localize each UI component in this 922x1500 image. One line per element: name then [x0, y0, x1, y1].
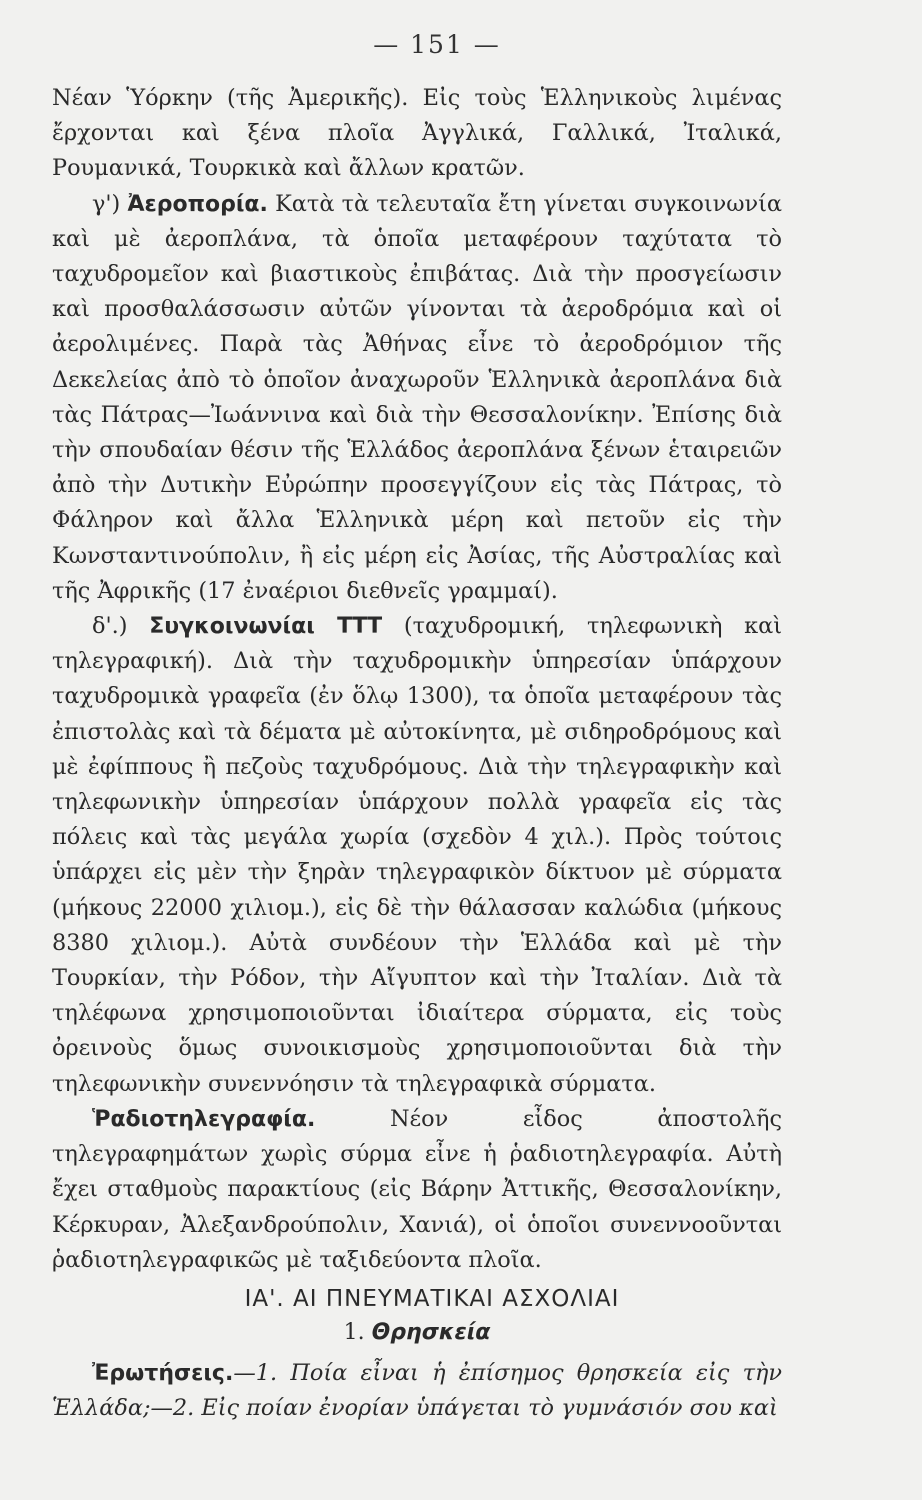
aviation-heading: Ἀεροπορία.	[127, 191, 268, 217]
subsection-number: 1.	[343, 1319, 365, 1345]
paragraph-aviation	[52, 187, 782, 609]
subsection-heading: Θρησκεία	[371, 1319, 491, 1345]
section-title: ΙΑ'. ΑΙ ΠΝΕΥΜΑΤΙΚΑΙ ΑΣΧΟΛΙΑΙ	[244, 1285, 620, 1312]
communications-text: (ταχυδρομική, τηλεφωνικὴ καὶ τηλεγραφική). Διὰ τὴν ταχυδρομικὴν ὑπηρεσίαν ὑπάρχουν ταχυδρομικὰ γραφεῖα (ἐν ὅλῳ 1300), τα ὁποῖα μεταφέρουν τὰς ἐπιστολὰς καὶ τὰ δέματα μὲ αὐτοκίνητα, μὲ σιδηροδρόμους καὶ μὲ ἐφίππους ἢ πεζοὺς ταχυδρόμους. Διὰ τὴν τηλεγραφικὴν καὶ τηλεφωνικὴν ὑπηρεσίαν ὑπάρχουν πολλὰ γραφεῖα εἰς τὰς πόλεις καὶ τὰς μεγάλα χωρία (σχεδὸν 4 χιλ.). Πρὸς τούτοις ὑπάρχει εἰς μὲν τὴν ξηρὰν τηλεγραφικὸν δίκτυον μὲ σύρματα (μήκους 22000 χιλιομ.), εἰς δὲ τὴν θάλασσαν καλώδια (μήκους 8380 χιλιομ.). Αὐτὰ συνδέουν τὴν Ἑλλάδα καὶ μὲ τὴν Τουρκίαν, τὴν Ρόδον, τὴν Αἴγυπτον καὶ τὴν Ἰταλίαν. Διὰ τὰ τηλέφωνα χρησιμοποιοῦνται ἰδιαίτερα σύρματα, εἰς τοὺς ὀρεινοὺς ὅμως συνοικισμοὺς χρησιμοποιοῦνται διὰ τὴν τηλεφωνικὴν συνεννόησιν τὰ τηλεγραφικὰ σύρματα.	[52, 613, 783, 1097]
questions-heading: Ἐρωτήσεις.	[92, 1360, 234, 1386]
radiotelegraphy-text: Νέον εἶδος ἀποστολῆς τηλεγραφημάτων χωρὶς σύρμα εἶνε ἡ ῥαδιοτηλεγραφία. Αὐτὴ ἔχει σταθμοὺς παρακτίους (εἰς Βάρην Ἀττικῆς, Θεσσαλονίκην, Κέρκυραν, Ἀλεξανδρούπολιν, Χανιά), οἱ ὁποῖοι συνεννοοῦνται ῥαδιοτηλεγραφικῶς μὲ ταξιδεύοντα πλοῖα.	[52, 1105, 782, 1273]
questions-paragraph	[52, 1356, 782, 1426]
paragraph-radiotelegraphy	[52, 1102, 782, 1278]
questions-text: —1. Ποία εἶναι ἡ ἐπίσημος θρησκεία εἰς τὴν Ἑλλάδα;—2. Εἰς ποίαν ἐνορίαν ὑπάγεται τὸ γυμνάσιόν σου καὶ	[52, 1359, 782, 1422]
subsection-title	[52, 1316, 782, 1350]
body-text	[52, 81, 782, 1278]
aviation-label: γ')	[92, 190, 121, 217]
aviation-text: Κατὰ τὰ τελευταῖα ἔτη γίνεται συγκοινωνία καὶ μὲ ἀεροπλάνα, τὰ ὁποῖα μεταφέρουν ταχύτατα τὸ ταχυδρομεῖον καὶ βιαστικοὺς ἐπιβάτας. Διὰ τὴν προσγείωσιν καὶ προσθαλάσσωσιν αὐτῶν γίνονται τὰ ἀεροδρόμια καὶ οἱ ἀερολιμένες. Παρὰ τὰς Ἀθήνας εἶνε τὸ ἀεροδρόμιον τῆς Δεκελείας ἀπὸ τὸ ὁποῖον ἀναχωροῦν Ἑλληνικὰ ἀεροπλάνα διὰ τὰς Πάτρας—Ἰωάννινα καὶ διὰ τὴν Θεσσαλονίκην. Ἐπίσης διὰ τὴν σπουδαίαν θέσιν τῆς Ἑλλάδος ἀεροπλάνα ξένων ἑταιρειῶν ἀπὸ τὴν Δυτικὴν Εὐρώπην προσεγγίζουν εἰς τὰς Πάτρας, τὸ Φάληρον καὶ ἄλλα Ἑλληνικὰ μέρη καὶ πετοῦν εἰς τὴν Κωνσταντινούπολιν, ἢ εἰς μέρη εἰς Ἀσίας, τῆς Αὐστραλίας καὶ τῆς Ἀφρικῆς (17 ἐναέριοι διεθνεῖς γραμμαί).	[52, 190, 782, 604]
communications-heading: Συγκοινωνίαι ΤΤΤ	[149, 614, 383, 640]
paragraph-communications	[52, 609, 782, 1102]
paragraph-ports: Νέαν Ὑόρκην (τῆς Ἀμερικῆς). Εἰς τοὺς Ἑλληνικοὺς λιμένας ἔρχονται καὶ ξένα πλοῖα Ἀγγλικά, Γαλλικά, Ἰταλικά, Ρουμανικά, Τουρκικὰ καὶ ἄλλων κρατῶν.	[52, 85, 782, 182]
communications-label: δ'.)	[92, 613, 128, 640]
radiotelegraphy-heading: Ῥαδιοτηλεγραφία.	[92, 1106, 316, 1132]
page-number: — 151 —	[373, 30, 501, 59]
